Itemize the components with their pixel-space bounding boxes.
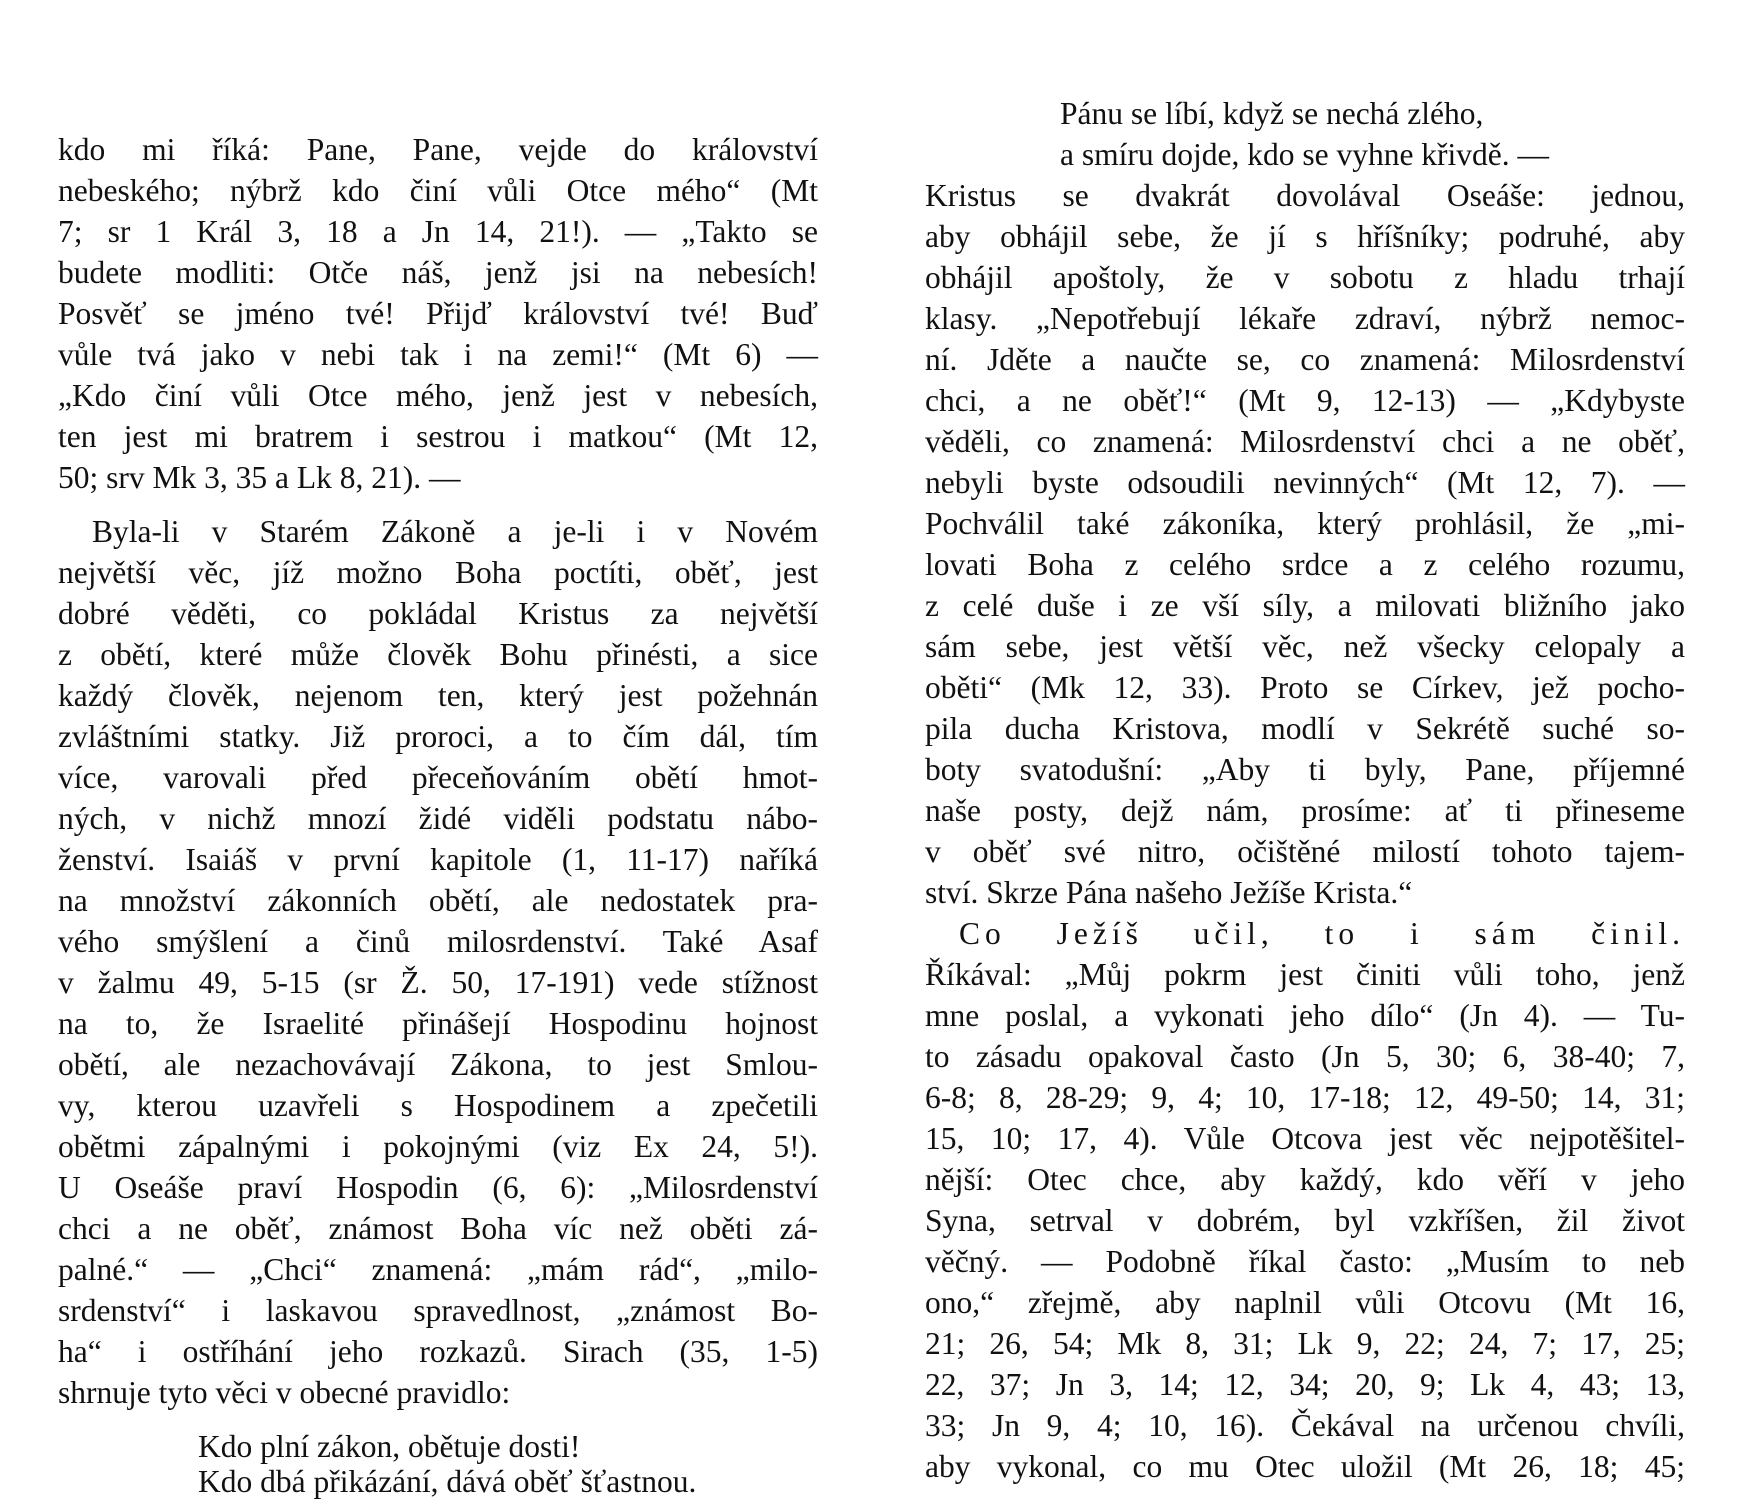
text-line: ní. Jděte a naučte se, co znamená: Milosrdenství — [925, 342, 1685, 377]
text-line: věděli, co znamená: Milosrdenství chci a ne oběť, — [925, 424, 1685, 459]
text-line: 50; srv Mk 3, 35 a Lk 8, 21). — — [58, 460, 461, 495]
text-line: U Oseáše praví Hospodin (6, 6): „Milosrdenství — [58, 1170, 818, 1205]
text-line: mne poslal, a vykonati jeho dílo“ (Jn 4). — Tu- — [925, 998, 1685, 1033]
text-line: ných, v nichž mnozí židé viděli podstatu nábo- — [58, 801, 818, 836]
text-line: ha“ i ostříhání jeho rozkazů. Sirach (35, 1-5) — [58, 1334, 818, 1369]
text-line: vého smýšlení a činů milosrdenství. Také Asaf — [58, 924, 818, 959]
text-line: zvláštními statky. Již proroci, a to čím dál, tím — [58, 719, 818, 754]
page-number-left — [785, 1466, 786, 1467]
text-line: kdo mi říká: Pane, Pane, vejde do království — [58, 132, 818, 167]
text-line: ono,“ zřejmě, aby naplnil vůli Otcovu (Mt 16, — [925, 1285, 1685, 1320]
text-line: klasy. „Nepotřebují lékaře zdraví, nýbrž nemoc- — [925, 301, 1685, 336]
text-line: obětí, ale nezachovávají Zákona, to jest Smlou- — [58, 1047, 818, 1082]
text-line: 33; Jn 9, 4; 10, 16). Čekával na určenou chvíli, — [925, 1408, 1685, 1443]
text-line: vůle tvá jako v nebi tak i na zemi!“ (Mt 6) — — [58, 337, 818, 372]
text-line: každý člověk, nejenom ten, který jest požehnán — [58, 678, 818, 713]
verse-line: a smíru dojde, kdo se vyhne křivdě. — — [1060, 137, 1550, 172]
text-line: Kristus se dvakrát dovolával Oseáše: jednou, — [925, 178, 1685, 213]
text-line: naše posty, dejž nám, prosíme: ať ti přineseme — [925, 793, 1685, 828]
text-line: aby obhájil sebe, že jí s hříšníky; podruhé, aby — [925, 219, 1685, 254]
text-line: oběti“ (Mk 12, 33). Proto se Církev, jež pocho- — [925, 670, 1685, 705]
text-line: v žalmu 49, 5-15 (sr Ž. 50, 17-191) vede stížnost — [58, 965, 818, 1000]
text-line: obhájil apoštoly, že v sobotu z hladu trhají — [925, 260, 1685, 295]
text-line: více, varovali před přeceňováním obětí hmot- — [58, 760, 818, 795]
text-line: ten jest mi bratrem i sestrou i matkou“ (Mt 12, — [58, 419, 818, 454]
text-line: aby vykonal, co mu Otec uložil (Mt 26, 18; 45; — [925, 1449, 1685, 1484]
text-line: dobré věděti, co pokládal Kristus za největší — [58, 596, 818, 631]
text-line: chci, a ne oběť!“ (Mt 9, 12-13) — „Kdybyste — [925, 383, 1685, 418]
text-line: obětmi zápalnými i pokojnými (viz Ex 24, 5!). — [58, 1129, 818, 1164]
text-line: chci a ne oběť, známost Boha víc než oběti zá- — [58, 1211, 818, 1246]
text-line: z celé duše i ze vší síly, a milovati bližního jako — [925, 588, 1685, 623]
text-line: sám sebe, jest větší věc, než všecky celopaly a — [925, 629, 1685, 664]
text-line: 6-8; 8, 28-29; 9, 4; 10, 17-18; 12, 49-50; 14, 31; — [925, 1080, 1685, 1115]
text-line: boty svatodušní: „Aby ti byly, Pane, příjemné — [925, 752, 1685, 787]
verse-line: Kdo plní zákon, obětuje dosti! — [198, 1429, 581, 1464]
text-line: věčný. — Podobně říkal často: „Musím to neb — [925, 1244, 1685, 1279]
text-line: největší věc, jíž možno Boha poctíti, oběť, jest — [58, 555, 818, 590]
text-line: na množství zákonních obětí, ale nedostatek pra- — [58, 883, 818, 918]
page-number-right — [930, 1467, 931, 1468]
verse-line: Kdo dbá přikázání, dává oběť šťastnou. — [198, 1464, 697, 1499]
text-line: vy, kterou uzavřeli s Hospodinem a zpečetili — [58, 1088, 818, 1123]
text-line: ství. Skrze Pána našeho Ježíše Krista.“ — [925, 875, 1413, 910]
text-line: v oběť své nitro, očištěné milostí tohoto tajem- — [925, 834, 1685, 869]
text-line: budete modliti: Otče náš, jenž jsi na nebesích! — [58, 255, 818, 290]
text-line: 22, 37; Jn 3, 14; 12, 34; 20, 9; Lk 4, 43; 13, — [925, 1367, 1685, 1402]
text-line: ženství. Isaiáš v první kapitole (1, 11-17) naříká — [58, 842, 818, 877]
text-line: nebeského; nýbrž kdo činí vůli Otce mého“ (Mt — [58, 173, 818, 208]
text-line: nější: Otec chce, aby každý, kdo věří v jeho — [925, 1162, 1685, 1197]
text-line: na to, že Israelité přinášejí Hospodinu hojnost — [58, 1006, 818, 1041]
text-line: nebyli byste odsoudili nevinných“ (Mt 12, 7). — — [925, 465, 1685, 500]
text-line — [1060, 1463, 1079, 1464]
verse-line — [198, 1465, 213, 1466]
text-line: pila ducha Kristova, modlí v Sekrétě suché so- — [925, 711, 1685, 746]
text-line: palné.“ — „Chci“ znamená: „mám rád“, „milo- — [58, 1252, 818, 1287]
text-line: Říkával: „Můj pokrm jest činiti vůli toho, jenž — [925, 957, 1685, 992]
text-line: Pochválil také zákoníka, který prohlásil, že „mi- — [925, 506, 1685, 541]
text-line: srdenství“ i laskavou spravedlnost, „známost Bo- — [58, 1293, 818, 1328]
text-line: 21; 26, 54; Mk 8, 31; Lk 9, 22; 24, 7; 17, 25; — [925, 1326, 1685, 1361]
text-line: 7; sr 1 Král 3, 18 a Jn 14, 21!). — „Takto se — [58, 214, 818, 249]
text-line: lovati Boha z celého srdce a z celého rozumu, — [925, 547, 1685, 582]
text-line: Syna, setrval v dobrém, byl vzkříšen, žil život — [925, 1203, 1685, 1238]
text-line: Byla-li v Starém Zákoně a je-li i v Novém — [92, 514, 818, 549]
text-line: z obětí, které může člověk Bohu přinésti, a sice — [58, 637, 818, 672]
text-line: Posvěť se jméno tvé! Přijď království tvé! Buď — [58, 296, 818, 331]
text-line: to zásadu opakoval často (Jn 5, 30; 6, 38-40; 7, — [925, 1039, 1685, 1074]
text-line: 15, 10; 17, 4). Vůle Otcova jest věc nejpotěšitel- — [925, 1121, 1685, 1156]
text-line: „Kdo činí vůli Otce mého, jenž jest v nebesích, — [58, 378, 818, 413]
text-line: shrnuje tyto věci v obecné pravidlo: — [58, 1375, 511, 1410]
spaced-heading: Co Ježíš učil, to i sám činil. — [959, 916, 1685, 951]
verse-line: Pánu se líbí, když se nechá zlého, — [1060, 96, 1484, 131]
